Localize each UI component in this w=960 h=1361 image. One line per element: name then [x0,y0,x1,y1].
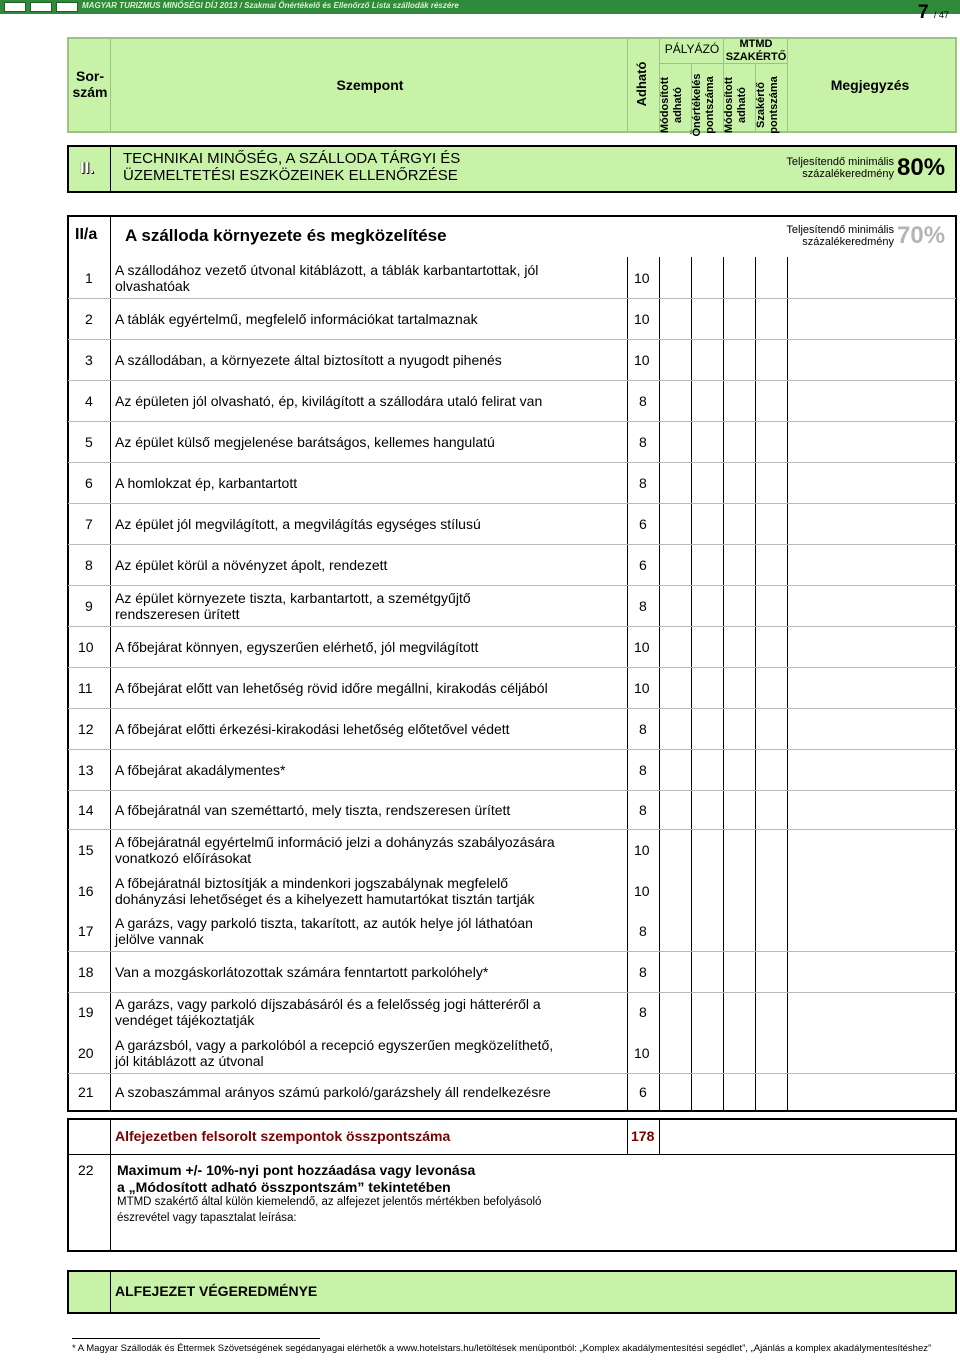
header-box-2 [30,2,52,12]
expert-note-1: MTMD szakértő által külön kiemelendő, az alfejezet jelentős mértékben befolyásoló [117,1196,542,1208]
row-number: 6 [85,474,93,491]
criterion-text: Az épület jól megvilágított, a megvilágítás egységes stílusú [115,515,481,532]
subsection-min-label: Teljesítendő minimális százalékeredmény [786,224,894,248]
criterion-text: A főbejáratnál van szeméttartó, mely tiszta, rendszeresen ürített [115,801,511,818]
col-adhato: Adható [634,61,649,107]
criterion-text: A homlokzat ép, karbantartott [115,474,298,491]
criterion-text: A főbejáratnál biztosítják a mindenkori jogszabálynak megfelelő [115,874,509,891]
footnote: * A Magyar Szállodák és Éttermek Szövetségének segédanyagai elérhetők a www.hotelstars.hu/letöltések menüpontból: „Komplex akadálymentesítési segédlet”, „Ajánlás a komplex akadálymentesítéshez” [72,1343,932,1354]
criterion-text: A garázsból, vagy a parkolóból a recepció egyszerűen megközelíthető, [115,1036,554,1053]
criterion-text: Az épület környezete tiszta, karbantartott, a szemétgyűjtő [115,589,471,606]
max-points: 10 [634,841,650,858]
col-szakerto: Szakértő pontszáma [755,76,780,134]
page-number: 7 / 47 [918,2,949,23]
row-number: 12 [78,720,94,737]
modifier-title-2: a „Módosított adható összpontszám” tekintetében [117,1179,451,1195]
criterion-text: Van a mozgáskorlátozottak számára fenntartott parkolóhely* [115,963,489,980]
row-number: 3 [85,351,93,368]
max-points: 8 [639,597,647,614]
criterion-text: rendszeresen ürített [115,605,240,622]
row-number: 15 [78,841,94,858]
max-points: 10 [634,679,650,696]
col-palyazo: PÁLYÁZÓ [664,42,720,56]
criterion-text: A főbejárat akadálymentes* [115,761,286,778]
col-sorszam: Sor- szám [72,68,108,100]
criterion-text: jól kitáblázott az útvonal [115,1052,264,1069]
criterion-text: olvashatóak [115,277,190,294]
end-result-label: ALFEJEZET VÉGEREDMÉNYE [115,1283,318,1299]
section-title: TECHNIKAI MINŐSÉG, A SZÁLLODA TÁRGYI ÉS ÜZEMELTETÉSI ESZKÖZEINEK ELLENŐRZÉSE [123,150,461,184]
max-points: 10 [634,882,650,899]
row-number: 16 [78,882,94,899]
col-szempont: Szempont [336,77,404,93]
header-box-1 [4,2,26,12]
row-number: 14 [78,801,94,818]
modifier-title-1: Maximum +/- 10%-nyi pont hozzáadása vagy levonása [117,1162,476,1178]
criterion-text: A szállodában, a környezete által biztosított a nyugodt pihenés [115,351,502,368]
max-points: 8 [639,720,647,737]
section-number: II. [80,158,95,177]
criterion-text: jelölve vannak [115,931,204,947]
criterion-text: Az épületen jól olvasható, ép, kivilágított a szállodára utaló felirat van [115,392,543,409]
row-number: 11 [78,679,93,696]
criterion-text: A szállodához vezető útvonal kitáblázott, a táblák karbantartottak, jól [115,261,539,278]
max-points: 10 [634,351,650,368]
row-number: 17 [78,923,94,939]
col-modositott-adhato-2: Módosított adható [723,76,748,134]
max-points: 6 [639,1084,647,1100]
criterion-text: vendéget tájékoztatják [115,1012,255,1028]
criterion-text: A szobaszámmal arányos számú parkoló/garázshely áll rendelkezésre [115,1084,551,1100]
criterion-text: A főbejárat könnyen, egyszerűen elérhető, jól megvilágított [115,638,479,655]
criterion-text: vonatkozó előírásokat [115,849,252,866]
total-value: 178 [631,1128,655,1144]
max-points: 8 [639,1004,647,1020]
row-number: 4 [85,392,93,409]
document-title: MAGYAR TURIZMUS MINŐSÉGI DÍJ 2013 / Szakmai Önértékelő és Ellenőrző Lista szállodák részére [82,1,459,10]
max-points: 10 [634,638,650,655]
max-points: 8 [639,801,647,818]
subsection-number: II/a [75,226,98,243]
row-number: 8 [85,556,93,573]
criterion-text: A garázs, vagy parkoló tiszta, takarított, az autók helye jól láthatóan [115,915,533,931]
criterion-text: A táblák egyértelmű, megfelelő információkat tartalmaznak [115,310,478,327]
row-number: 9 [85,597,93,614]
max-points: 8 [639,433,647,450]
section-min-label: Teljesítendő minimális százalékeredmény [786,156,894,180]
section-min-percent: 80% [897,154,946,181]
row-number: 20 [78,1044,94,1061]
expert-note-2: észrevétel vagy tapasztalat leírása: [117,1212,297,1224]
criterion-text: A garázs, vagy parkoló díjszabásáról és a felelősség jogi hátteréről a [115,996,541,1012]
row-number: 1 [85,269,93,286]
max-points: 6 [639,515,647,532]
row-number: 18 [78,963,94,980]
total-label: Alfejezetben felsorolt szempontok összpontszáma [115,1128,451,1144]
max-points: 8 [639,963,647,980]
subsection-min-percent: 70% [897,222,946,249]
row-number: 2 [85,310,93,327]
row-number-22: 22 [78,1162,94,1178]
row-number: 13 [78,761,94,778]
row-number: 19 [78,1004,94,1020]
subsection-title: A szálloda környezete és megközelítése [125,226,447,245]
header-box-3 [56,2,78,12]
max-points: 10 [634,269,650,286]
max-points: 8 [639,923,647,939]
max-points: 8 [639,474,647,491]
row-number: 7 [85,515,93,532]
col-modositott-adhato-1: Módosított adható [659,76,684,134]
row-number: 10 [78,638,94,655]
max-points: 10 [634,310,650,327]
max-points: 8 [639,761,647,778]
max-points: 8 [639,392,647,409]
criterion-text: Az épület külső megjelenése barátságos, kellemes hangulatú [115,433,495,450]
col-mtmd: MTMD SZAKÉRTŐ [725,38,787,63]
max-points: 10 [634,1044,650,1061]
max-points: 6 [639,556,647,573]
top-header-band [0,0,960,14]
row-number: 21 [78,1084,94,1100]
col-onertekeles: Önértékelés pontszáma [691,73,716,137]
criterion-text: A főbejárat előtt van lehetőség rövid időre megállni, kirakodás céljából [115,679,548,696]
criterion-text: Az épület körül a növényzet ápolt, rendezett [115,556,388,573]
row-number: 5 [85,433,93,450]
criterion-text: dohányzási lehetőséget és a kihelyezett hamutartókat tisztán tartják [115,890,535,907]
criterion-text: A főbejárat előtti érkezési-kirakodási lehetőség előtetővel védett [115,720,510,737]
criterion-text: A főbejáratnál egyértelmű információ jelzi a dohányzás szabályozására [115,833,555,850]
col-megjegyzes: Megjegyzés [830,77,910,93]
footnote-separator [72,1338,320,1339]
